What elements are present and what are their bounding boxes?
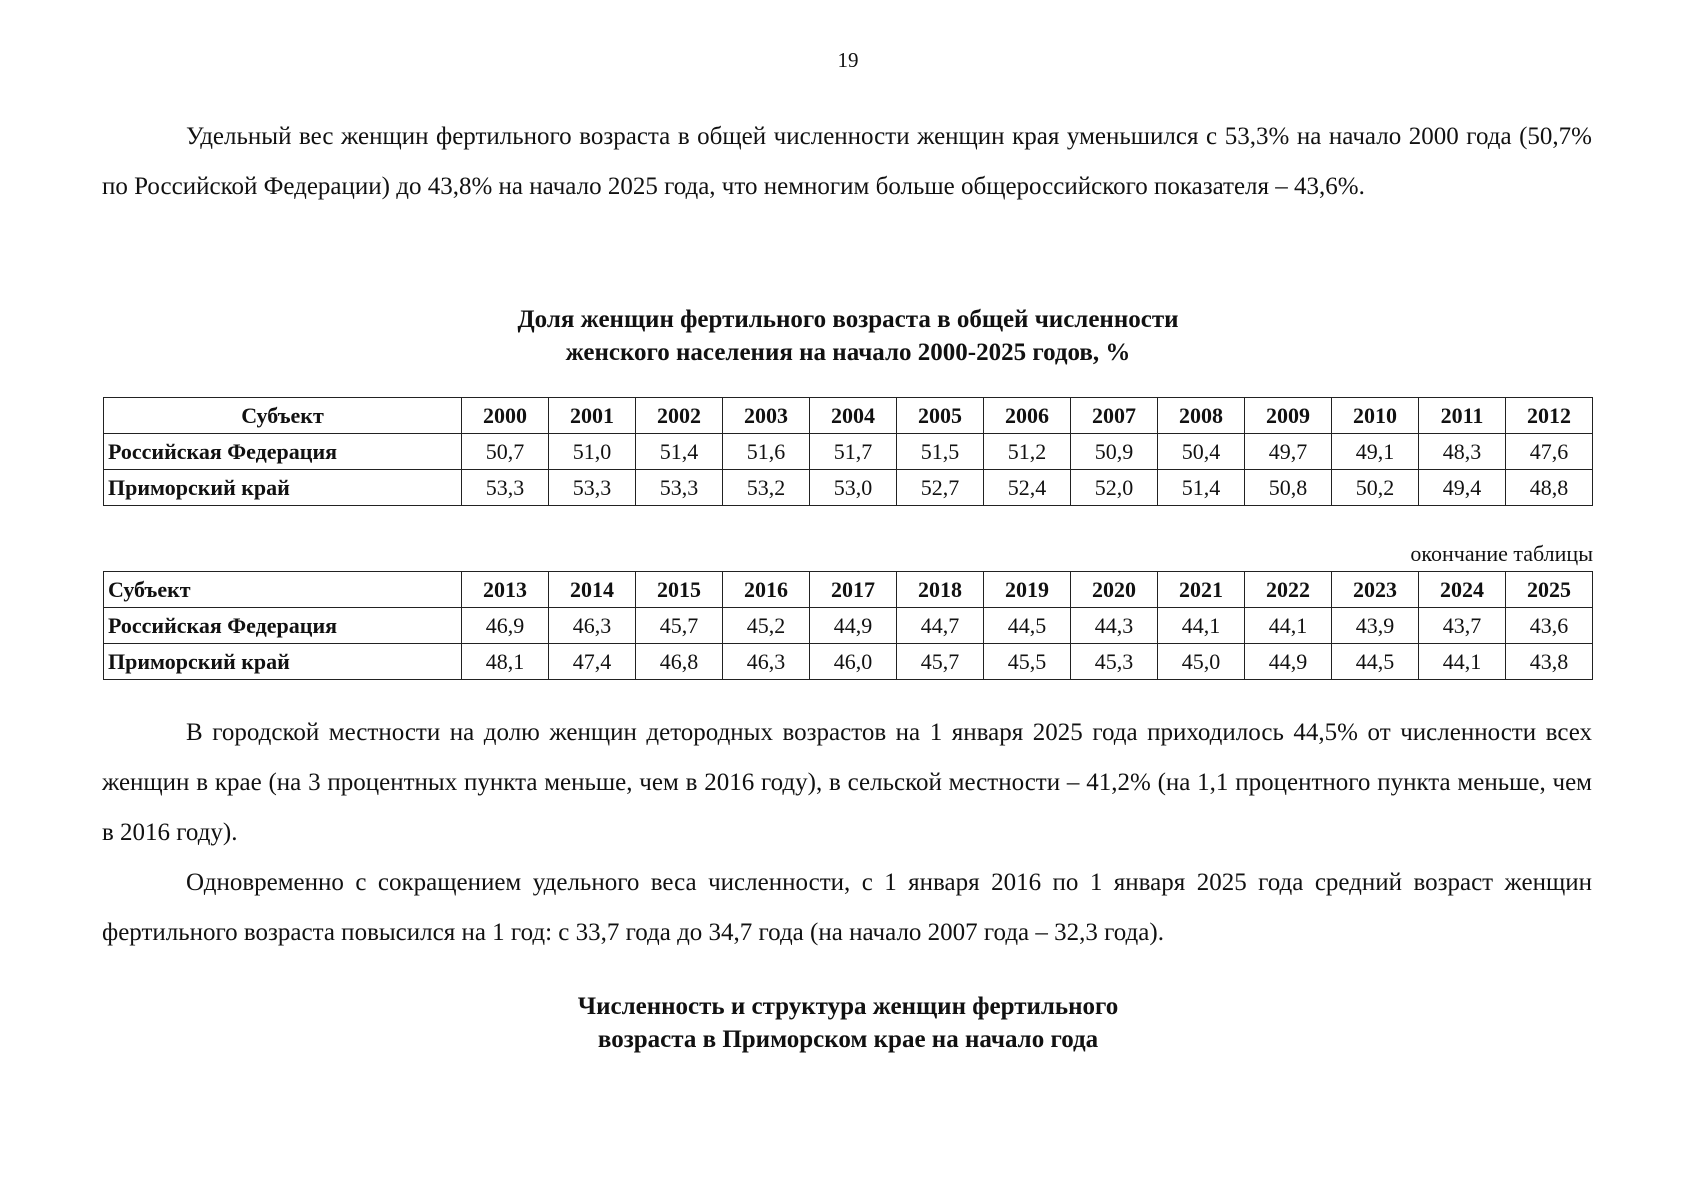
year-header: 2002: [636, 398, 723, 434]
table-header-row: [104, 398, 1593, 434]
year-header: 2003: [723, 398, 810, 434]
value-cell: 50,4: [1158, 434, 1245, 470]
year-header: 2004: [810, 398, 897, 434]
year-header: 2022: [1245, 572, 1332, 608]
section-title-line-1: Численность и структура женщин фертильного: [577, 993, 1119, 1020]
value-cell: 44,9: [1245, 644, 1332, 680]
value-cell: 51,2: [984, 434, 1071, 470]
year-header: 2015: [636, 572, 723, 608]
value-cell: 53,3: [549, 470, 636, 506]
table-row: [104, 608, 1593, 644]
value-cell: 44,5: [1332, 644, 1419, 680]
paragraph-urban-rural: В городской местности на долю женщин детородных возрастов на 1 января 2025 года приходилось 44,5% от численности всех женщин в крае (на 3 процентных пункта меньше, чем в 2016 году), в сельской местности – 41,2% (на 1,1 процентного пункта меньше, чем в 2016 году).: [102, 719, 1592, 846]
value-cell: 45,0: [1158, 644, 1245, 680]
value-cell: 43,9: [1332, 608, 1419, 644]
subject-cell: Российская Федерация: [104, 608, 462, 644]
value-cell: 48,3: [1419, 434, 1506, 470]
year-header: 2020: [1071, 572, 1158, 608]
table-title-line-2: женского населения на начало 2000-2025 годов, %: [565, 339, 1131, 366]
value-cell: 46,8: [636, 644, 723, 680]
table-row: [104, 434, 1593, 470]
value-cell: 52,7: [897, 470, 984, 506]
value-cell: 50,8: [1245, 470, 1332, 506]
section-title-line-2: возраста в Приморском крае на начало года: [597, 1026, 1099, 1053]
value-cell: 53,3: [636, 470, 723, 506]
value-cell: 50,9: [1071, 434, 1158, 470]
table-title-line-1: Доля женщин фертильного возраста в общей численности: [517, 306, 1179, 333]
value-cell: 48,8: [1506, 470, 1593, 506]
subject-cell: Приморский край: [104, 470, 462, 506]
year-header: 2007: [1071, 398, 1158, 434]
year-header: 2000: [462, 398, 549, 434]
table-row: [104, 644, 1593, 680]
year-header: 2019: [984, 572, 1071, 608]
value-cell: 46,3: [723, 644, 810, 680]
year-header: 2009: [1245, 398, 1332, 434]
year-header: 2021: [1158, 572, 1245, 608]
subject-cell: Российская Федерация: [104, 434, 462, 470]
table-continuation-label: окончание таблицы: [1410, 541, 1593, 566]
value-cell: 45,7: [636, 608, 723, 644]
subject-header: Субъект: [104, 398, 462, 434]
value-cell: 51,6: [723, 434, 810, 470]
value-cell: 46,3: [549, 608, 636, 644]
share-table-2000-2012: [103, 397, 1593, 506]
value-cell: 43,8: [1506, 644, 1593, 680]
value-cell: 50,2: [1332, 470, 1419, 506]
value-cell: 43,7: [1419, 608, 1506, 644]
value-cell: 44,9: [810, 608, 897, 644]
value-cell: 45,5: [984, 644, 1071, 680]
value-cell: 46,9: [462, 608, 549, 644]
year-header: 2017: [810, 572, 897, 608]
value-cell: 51,7: [810, 434, 897, 470]
value-cell: 51,4: [636, 434, 723, 470]
subject-header: Субъект: [104, 572, 462, 608]
value-cell: 44,1: [1245, 608, 1332, 644]
year-header: 2012: [1506, 398, 1593, 434]
value-cell: 49,4: [1419, 470, 1506, 506]
value-cell: 45,2: [723, 608, 810, 644]
value-cell: 44,1: [1419, 644, 1506, 680]
value-cell: 52,4: [984, 470, 1071, 506]
value-cell: 53,0: [810, 470, 897, 506]
value-cell: 45,3: [1071, 644, 1158, 680]
year-header: 2024: [1419, 572, 1506, 608]
value-cell: 44,5: [984, 608, 1071, 644]
value-cell: 51,0: [549, 434, 636, 470]
value-cell: 48,1: [462, 644, 549, 680]
subject-cell: Приморский край: [104, 644, 462, 680]
value-cell: 44,1: [1158, 608, 1245, 644]
year-header: 2008: [1158, 398, 1245, 434]
value-cell: 53,3: [462, 470, 549, 506]
table-row: [104, 470, 1593, 506]
year-header: 2025: [1506, 572, 1593, 608]
year-header: 2001: [549, 398, 636, 434]
year-header: 2016: [723, 572, 810, 608]
value-cell: 49,7: [1245, 434, 1332, 470]
year-header: 2011: [1419, 398, 1506, 434]
value-cell: 44,7: [897, 608, 984, 644]
year-header: 2018: [897, 572, 984, 608]
year-header: 2010: [1332, 398, 1419, 434]
year-header: 2013: [462, 572, 549, 608]
value-cell: 51,4: [1158, 470, 1245, 506]
year-header: 2006: [984, 398, 1071, 434]
value-cell: 43,6: [1506, 608, 1593, 644]
value-cell: 45,7: [897, 644, 984, 680]
value-cell: 46,0: [810, 644, 897, 680]
year-header: 2005: [897, 398, 984, 434]
value-cell: 51,5: [897, 434, 984, 470]
value-cell: 53,2: [723, 470, 810, 506]
table-title: [0, 303, 1696, 369]
value-cell: 52,0: [1071, 470, 1158, 506]
share-table-2013-2025: [103, 571, 1593, 680]
paragraph-fertile-share: Удельный вес женщин фертильного возраста в общей численности женщин края уменьшился с 53,3% на начало 2000 года (50,7% по Российской Федерации) до 43,8% на начало 2025 года, что немногим больше общероссийского показателя – 43,6%.: [102, 123, 1592, 200]
table-header-row: [104, 572, 1593, 608]
value-cell: 47,4: [549, 644, 636, 680]
value-cell: 49,1: [1332, 434, 1419, 470]
value-cell: 47,6: [1506, 434, 1593, 470]
value-cell: 44,3: [1071, 608, 1158, 644]
section-title: [0, 990, 1696, 1056]
year-header: 2014: [549, 572, 636, 608]
year-header: 2023: [1332, 572, 1419, 608]
value-cell: 50,7: [462, 434, 549, 470]
page-number: 19: [837, 48, 859, 72]
paragraph-average-age: Одновременно с сокращением удельного веса численности, с 1 января 2016 по 1 января 2025 года средний возраст женщин фертильного возраста повысился на 1 год: с 33,7 года до 34,7 года (на начало 2007 года – 32,3 года).: [102, 869, 1592, 946]
